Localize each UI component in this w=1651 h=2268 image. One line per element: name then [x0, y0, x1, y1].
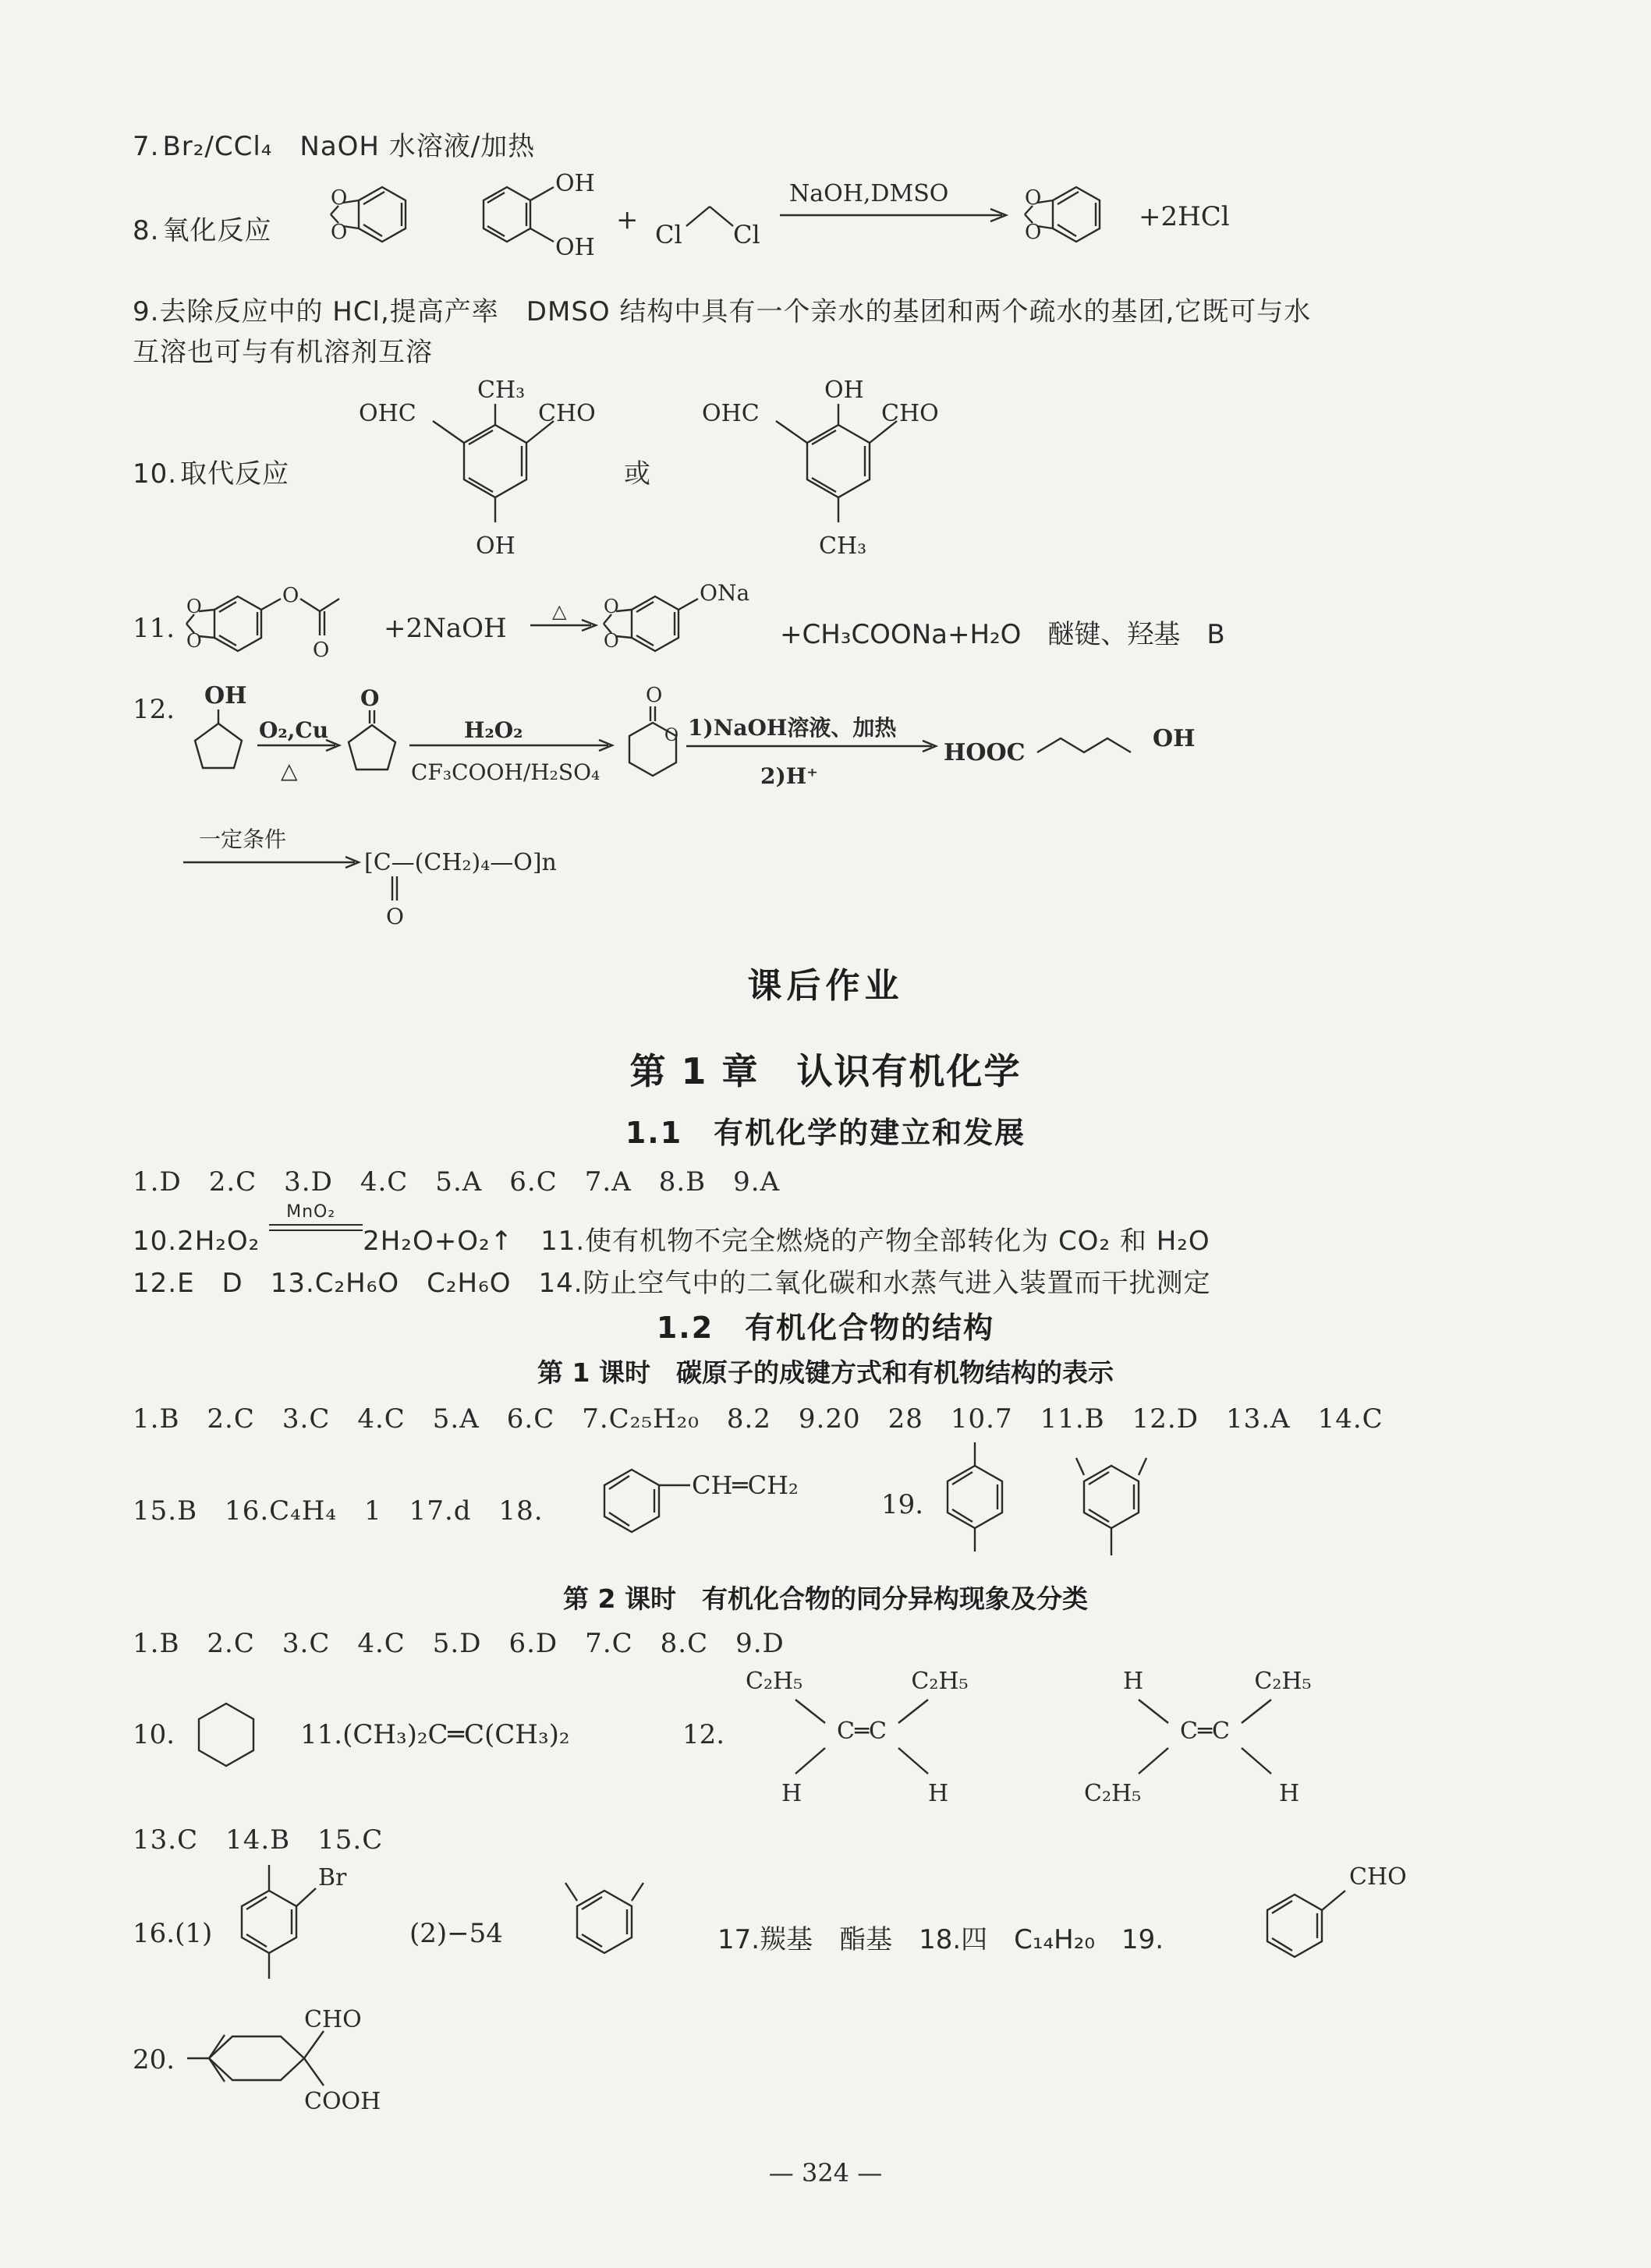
q8-product-benzodioxole	[1014, 172, 1131, 268]
answer-10-label	[133, 452, 310, 490]
alkene1-br: H	[928, 1780, 949, 1807]
lesson-2-q20: 20.	[133, 2044, 175, 2075]
cyclohexane-structure	[191, 1696, 261, 1777]
chapter-title: 第 1 章 认识有机化学	[629, 1050, 1022, 1092]
s1-1-q10-equals	[269, 1202, 363, 1257]
answer-7	[133, 125, 555, 163]
q10-s1-right: CHO	[538, 400, 596, 427]
para-xylene-structure	[936, 1435, 1014, 1578]
q20-cooh: COOH	[304, 2088, 381, 2115]
q10-or: 或	[624, 458, 650, 490]
answer-9-line1: 9.去除反应中的 HCl,提高产率 DMSO 结构中具有一个亲水的基团和两个疏水的基团,它既可与水	[133, 296, 1312, 327]
q20-structure	[187, 2004, 421, 2124]
s1-1-answers-line1: 1.D 2.C 3.D 4.C 5.A 6.C 7.A 8.B 9.A	[133, 1166, 781, 1198]
lesson-2-q16-1: 16.(1)	[133, 1918, 213, 1949]
q19-label: 19.	[881, 1489, 924, 1520]
q10-s1-left: OHC	[359, 400, 416, 427]
s1-1-q10-suffix: 2H₂O+O₂↑ 11.使有机物不完全燃烧的产物全部转化为 CO₂ 和 H₂O	[363, 1226, 1210, 1257]
lesson-2-title: 第 2 课时 有机化合物的同分异构现象及分类	[563, 1583, 1088, 1614]
q12-step3-top: 1)NaOH溶液、加热	[688, 715, 897, 741]
alkene1-center: C═C	[837, 1718, 887, 1745]
styrene-structure	[597, 1450, 854, 1547]
lesson-1-title: 第 1 课时 碳原子的成键方式和有机物结构的表示	[537, 1357, 1114, 1388]
svg-text:O: O	[331, 186, 348, 210]
answer-8-num: 8.	[133, 215, 160, 246]
q12-polymer-o: O	[386, 904, 404, 929]
q12-step2-bottom: CF₃COOH/H₂SO₄	[411, 759, 601, 785]
s1-1-answers-line3: 12.E D 13.C₂H₆O C₂H₆O 14.防止空气中的二氧化碳和水蒸气进入装置而干扰测定	[133, 1268, 1211, 1299]
q11-delta: △	[552, 600, 567, 622]
q12-oh: OH	[204, 682, 247, 709]
alkene2-tl: H	[1123, 1668, 1144, 1695]
s1-1-answers-line2	[133, 1202, 1231, 1258]
q12-ketone-o: O	[360, 685, 380, 711]
q8-dichloromethane-structure	[655, 195, 780, 253]
lesson-2-answers-line1: 1.B 2.C 3.C 4.C 5.D 6.D 7.C 8.C 9.D	[133, 1628, 785, 1659]
q12-step3-arrow	[686, 713, 944, 802]
q11-product-ona: ONa	[700, 580, 750, 606]
q12-product-left: HOOC	[944, 739, 1026, 766]
q11-reactant-structure	[175, 577, 370, 681]
q11-ester-o: O	[313, 639, 330, 662]
q10-s1-top: CH₃	[477, 377, 526, 404]
q8-benzodioxole-structure	[328, 172, 421, 268]
q8-reaction-arrow	[780, 178, 1014, 235]
lesson-2-answers-line3: 13.C 14.B 15.C	[133, 1824, 384, 1856]
answer-9-line2: 互溶也可与有机溶剂互溶	[133, 337, 433, 368]
q19-cho: CHO	[1349, 1863, 1407, 1891]
meta-xylene-structure	[550, 1871, 659, 1991]
q10-structure-1	[359, 366, 616, 572]
alkene1-tl: C₂H₅	[746, 1668, 803, 1695]
q8-product-tail: +2HCl	[1139, 201, 1230, 232]
q8-arrow-label: NaOH,DMSO	[789, 180, 949, 207]
q10-s1-bottom: OH	[476, 533, 515, 560]
svg-text:O: O	[186, 596, 202, 617]
q12-step2-arrow	[409, 717, 620, 798]
q12-product-right: OH	[1153, 725, 1196, 752]
q10-s2-top: OH	[824, 377, 864, 404]
q8-oh-top: OH	[555, 170, 595, 197]
q12-lactone-o: O	[646, 684, 663, 707]
styrene-group: CH═CH₂	[692, 1470, 799, 1500]
q12-cyclopentanone-structure	[335, 682, 413, 794]
cis-alkene-structure	[741, 1661, 983, 1820]
lesson-1-answers-line1: 1.B 2.C 3.C 4.C 5.A 6.C 7.C₂₅H₂₀ 8.2 9.20 28 10.7 11.B 12.D 13.A 14.C	[133, 1403, 1384, 1435]
q12-step3-bottom: 2)H⁺	[760, 763, 818, 789]
q12-step1-top: O₂,Cu	[259, 717, 329, 743]
section-title: 课后作业	[747, 966, 904, 1006]
q10-s2-bottom: CH₃	[819, 533, 867, 560]
lesson-2-q16-2: (2)−54	[409, 1918, 503, 1949]
q11-arrow	[530, 600, 601, 642]
bromo-xylene-structure	[234, 1856, 347, 2015]
q12-step4-top: 一定条件	[199, 826, 287, 852]
mesitylene-structure	[1061, 1450, 1162, 1586]
svg-text:O: O	[604, 596, 619, 617]
svg-text:O: O	[1025, 186, 1042, 210]
lesson-2-q10: 10.	[133, 1719, 175, 1750]
answer-12-num: 12.	[133, 694, 175, 725]
q11-product-structure	[593, 577, 780, 681]
svg-text:O: O	[186, 630, 202, 652]
answer-8-label	[133, 209, 292, 247]
svg-text:O: O	[331, 221, 348, 244]
answer-10-reaction-type: 取代反应	[180, 458, 290, 490]
s1-1-q10-catalyst: MnO₂	[286, 1202, 336, 1222]
alkene2-center: C═C	[1180, 1718, 1230, 1745]
lesson-1-answers-line2: 15.B 16.C₄H₄ 1 17.d 18.	[133, 1495, 544, 1527]
answer-7-body: Br₂/CCl₄ NaOH 水溶液/加热	[162, 131, 536, 162]
lesson-2-q12: 12.	[682, 1719, 725, 1750]
q12-step1-bottom: △	[281, 758, 298, 784]
alkene2-tr: C₂H₅	[1254, 1668, 1312, 1695]
q12-lactone-structure	[616, 678, 694, 798]
lesson-2-q11: 11.(CH₃)₂C═C(CH₃)₂	[300, 1719, 570, 1750]
svg-text:O: O	[1025, 221, 1042, 244]
q20-cho: CHO	[304, 2006, 362, 2033]
trans-alkene-structure	[1084, 1661, 1326, 1820]
svg-text:O: O	[604, 630, 619, 652]
q12-step2-top: H₂O₂	[464, 717, 523, 743]
benzaldehyde-structure	[1256, 1852, 1412, 1987]
answer-11-num: 11.	[133, 613, 175, 644]
s1-1-q10-prefix: 10.2H₂O₂	[133, 1226, 260, 1257]
q8-cl-left: Cl	[655, 220, 682, 249]
alkene2-bl: C₂H₅	[1084, 1780, 1142, 1807]
q11-plus-naoh: +2NaOH	[384, 613, 507, 644]
q12-polymer: [C—(CH₂)₄—O]n	[364, 849, 557, 876]
alkene2-br: H	[1279, 1780, 1300, 1807]
q10-s2-right: CHO	[881, 400, 939, 427]
q11-rest: +CH₃COONa+H₂O 醚键、羟基 B	[780, 619, 1225, 650]
alkene1-bl: H	[781, 1780, 802, 1807]
answer-8-reaction-type: 氧化反应	[162, 215, 272, 246]
q12-hydroxy-acid-structure	[944, 721, 1209, 779]
answer-7-text: 7.	[133, 131, 160, 162]
page-number: — 324 —	[768, 2158, 883, 2188]
q10-s2-left: OHC	[702, 400, 760, 427]
q12-polymerization	[183, 826, 620, 939]
q8-oh-bottom: OH	[555, 234, 595, 261]
q11-reactant-o: O	[282, 584, 299, 607]
lesson-2-q17-19: 17.羰基 酯基 18.四 C₁₄H₂₀ 19.	[717, 1924, 1164, 1955]
svg-text:O: O	[664, 726, 679, 745]
section-1-2-title: 1.2 有机化合物的结构	[656, 1311, 995, 1345]
q8-cl-right: Cl	[733, 220, 760, 249]
q16-br: Br	[318, 1864, 347, 1891]
section-1-1-title: 1.1 有机化学的建立和发展	[625, 1116, 1026, 1150]
q8-catechol-structure	[468, 168, 624, 272]
q8-plus: +	[616, 204, 639, 235]
q10-structure-2	[702, 366, 959, 572]
alkene1-tr: C₂H₅	[911, 1668, 969, 1695]
q12-step1-arrow	[257, 717, 343, 791]
answer-10-num: 10.	[133, 458, 178, 490]
